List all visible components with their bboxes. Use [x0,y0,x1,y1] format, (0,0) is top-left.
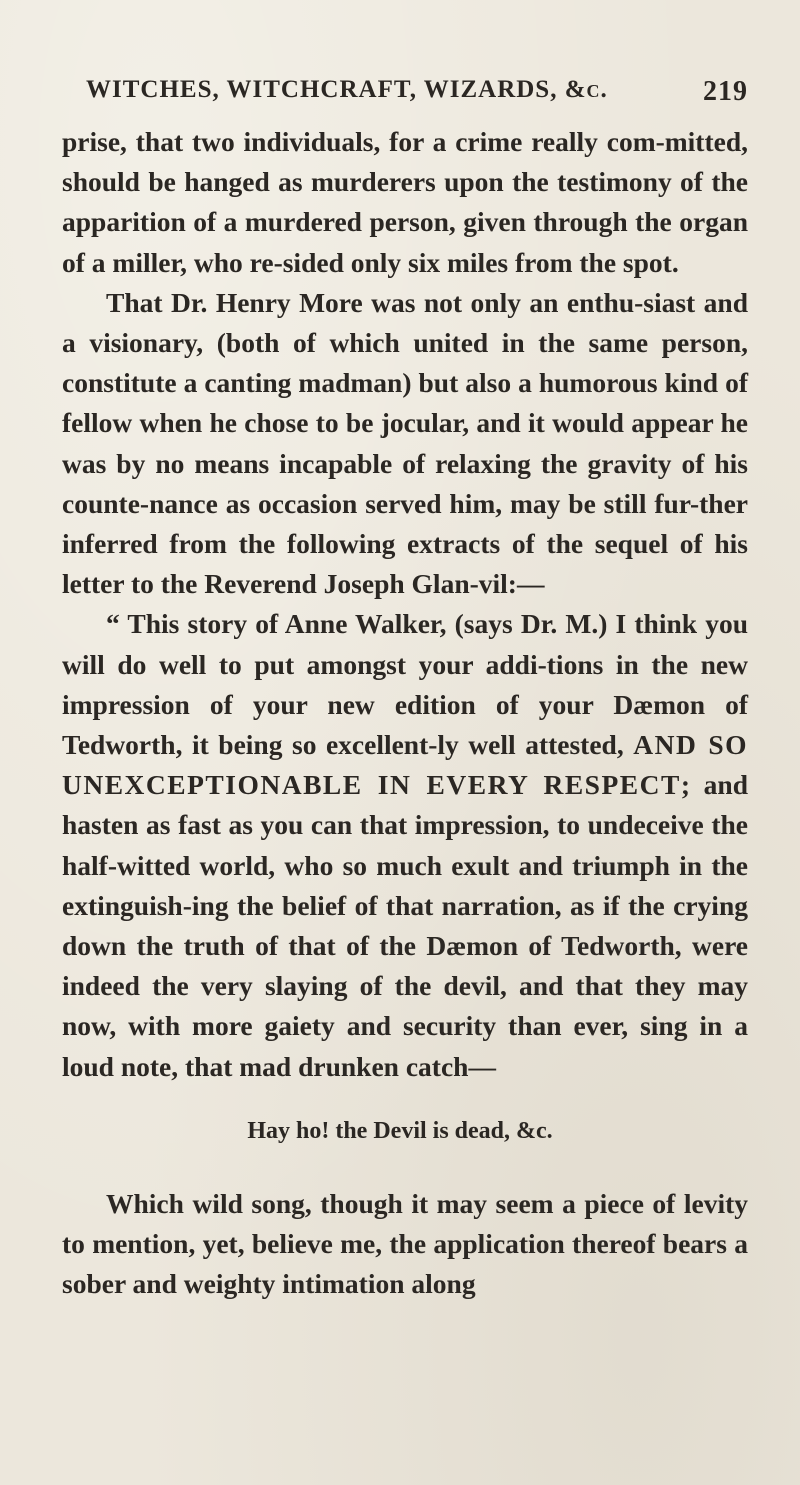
paragraph-1: prise, that two individuals, for a crime really com-mitted, should be hanged as murderers upon the testimony of the apparition of a murdered person, given through the organ of a miller, who re-sided only six miles from the spot. [62,126,748,278]
body-text-continued [62,1184,748,1305]
verse-line: Hay ho! the Devil is dead, &c. [247,1118,553,1144]
body-text [62,122,748,1087]
paragraph-3-emphasis: AND SO UNEXCEPTIONABLE IN EVERY RESPECT [62,729,748,801]
paragraph-3-end: ; and hasten as fast as you can that impression, to undeceive the half-witted world, who so much exult and triumph in the extinguish-ing the belief of that narration, as if the crying down the truth of that of the Dæmon of Tedworth, were indeed the very slaying of the devil, and that they may now, with more gaiety and security than ever, sing in a loud note, that mad drunken catch— [62,769,749,1082]
page-number: 219 [703,76,748,107]
paragraph-2: That Dr. Henry More was not only an enthu-siast and a visionary, (both of which united in the same person, constitute a canting madman) but also a humorous kind of fellow when he chose to be jocular, and it would appear he was by no means incapable of relaxing the gravity of his counte-nance as occasion served him, may be still fur-ther inferred from the following extracts of the sequel of his letter to the Reverend Joseph Glan-vil:— [62,286,748,600]
paragraph-3 [62,604,748,1086]
running-head-title: WITCHES, WITCHCRAFT, WIZARDS, &c. [86,76,608,103]
paragraph-4: Which wild song, though it may seem a piece of levity to mention, yet, believe me, the application thereof bears a sober and weighty intimation along [62,1188,748,1300]
paragraph-3-start: “ This story of Anne Walker, (says Dr. M.) I think you will do well to put amongst your addi-tions in the new impression of your new edition of your Dæmon of Tedworth, it being so excellent-ly well attested, [62,608,748,761]
